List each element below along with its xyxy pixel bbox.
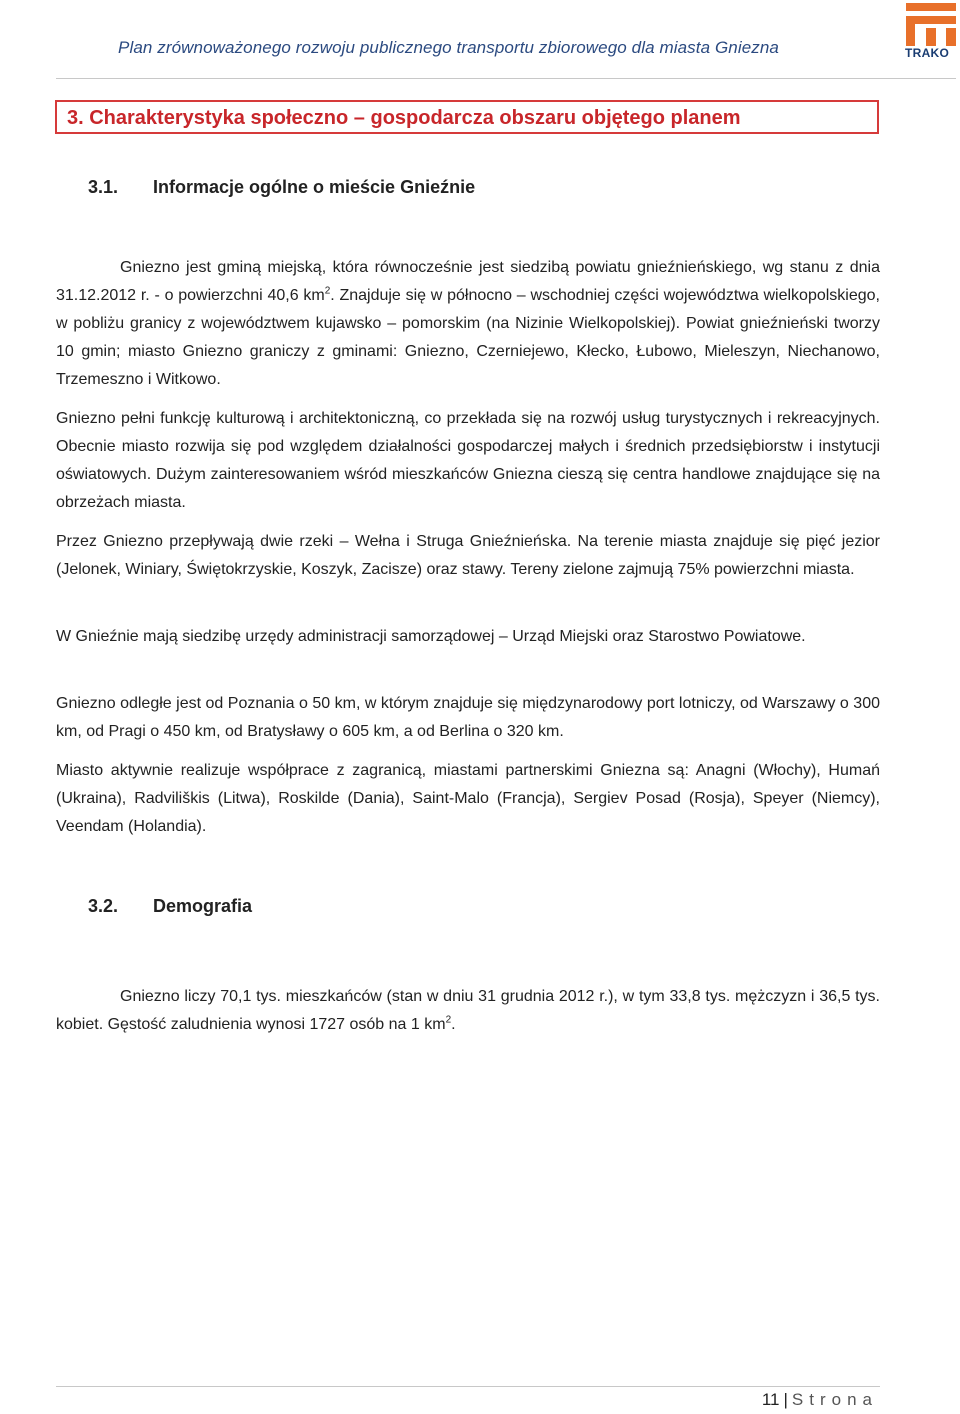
paragraph-general-info: [56, 254, 880, 394]
paragraph-culture: Gniezno pełni funkcję kulturową i architektoniczną, co przekłada się na rozwój usług turystycznych i rekreacyjnych. Obecnie miasto rozwija się pod względem działalności gospodarczej małych i średnich przedsiębiorstw i instytucji oświatowych. Dużym zainteresowaniem wśród mieszkańców Gniezna cieszą się centra handlowe znajdujące się na obrzeżach miasta.: [56, 410, 880, 511]
page-number: 11: [761, 1390, 780, 1409]
paragraph-partner-cities: Miasto aktywnie realizuje współprace z zagranicą, miastami partnerskimi Gniezna są: Anagni (Włochy), Humań (Ukraina), Radviliškis (Litwa), Roskilde (Dania), Saint-Malo (Francja), Sergiev Posad (Rosja), Speyer (Niemcy), Veendam (Holandia).: [56, 762, 880, 835]
paragraph-text: Gniezno liczy 70,1 tys. mieszkańców (stan w dniu 31 grudnia 2012 r.), w tym 33,8 tys. mężczyzn i 36,5 tys. kobiet. Gęstość zaludnienia wynosi 1727 osób na 1 km: [56, 988, 880, 1033]
section-title: Informacje ogólne o mieście Gnieźnie: [153, 177, 476, 197]
section-number: 3.1.: [88, 177, 119, 197]
logo-text: TRAKO: [905, 46, 950, 60]
paragraph-text: . Znajduje się w północno – wschodniej części województwa wielkopolskiego, w pobliżu granicy z województwem kujawsko – pomorskim (na Nizinie Wielkopolskiej). Powiat gnieźnieński tworzy 10 gmin; miasto Gniezno graniczy z gminami: Gniezno, Czerniejewo, Kłecko, Łubowo, Mieleszyn, Niechanowo, Trzemeszno i Witkowo.: [56, 287, 880, 388]
footer-separator: |: [783, 1390, 788, 1409]
trako-logo: [900, 0, 960, 66]
chapter-heading-box: [55, 100, 879, 134]
paragraph-administration: W Gnieźnie mają siedzibę urzędy administracji samorządowej – Urząd Miejski oraz Starostwo Powiatowe.: [56, 628, 806, 645]
header-divider: [56, 78, 956, 79]
section-title: Demografia: [153, 896, 253, 916]
footer-divider: [56, 1386, 880, 1387]
chapter-title: 3. Charakterystyka społeczno – gospodarcza obszaru objętego planem: [67, 107, 741, 129]
paragraph-text: .: [451, 1016, 456, 1033]
page-footer: [700, 1390, 878, 1410]
paragraph-text: Gniezno jest gminą miejską, która równocześnie jest siedzibą powiatu gnieźnieńskiego, wg stanu z dnia 31.12.2012 r. - o powierzchni 40,6 km: [56, 259, 880, 304]
page-label: Strona: [791, 1390, 878, 1409]
paragraph-rivers: Przez Gniezno przepływają dwie rzeki – Wełna i Struga Gnieźnieńska. Na terenie miasta znajduje się pięć jezior (Jelonek, Winiary, Świętokrzyskie, Koszyk, Zacisze) oraz stawy. Tereny zielone zajmują 75% powierzchni miasta.: [56, 533, 880, 578]
paragraph-demography: [56, 983, 880, 1039]
superscript: 2: [324, 285, 331, 297]
section-number: 3.2.: [88, 896, 119, 916]
paragraph-distances: Gniezno odległe jest od Poznania o 50 km, w którym znajduje się międzynarodowy port lotniczy, od Warszawy o 300 km, od Pragi o 450 km, od Bratysławy o 605 km, a od Berlina o 320 km.: [56, 695, 880, 740]
superscript: 2: [445, 1014, 452, 1026]
running-header: Plan zrównoważonego rozwoju publicznego transportu zbiorowego dla miasta Gniezna: [118, 38, 779, 57]
